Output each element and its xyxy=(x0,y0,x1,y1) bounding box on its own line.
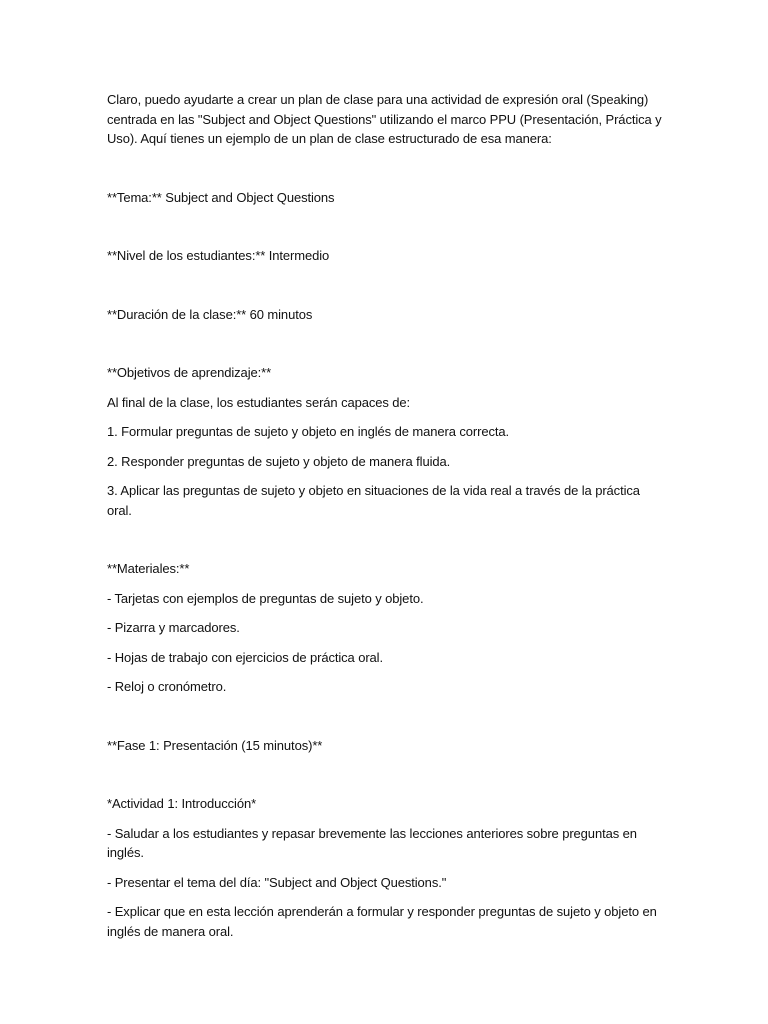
tema-line: **Tema:** Subject and Object Questions xyxy=(107,189,335,205)
material-item: - Reloj o cronómetro. xyxy=(107,679,227,694)
duracion-line: **Duración de la clase:** 60 minutos xyxy=(107,306,313,322)
objetivo-item: 3. Aplicar las preguntas de sujeto y objeto en situaciones de la vida real a través de la práctica oral. xyxy=(107,483,640,518)
intro-paragraph: Claro, puedo ayudarte a crear un plan de clase para una actividad de expresión oral (Speaking) centrada en las "Subject and Object Questions" utilizando el marco PPU (Presentación, Práctica y Uso). Aquí tienes un ejemplo de un plan de clase estructurado de esa manera: xyxy=(107,92,662,146)
fase1-item: - Presentar el tema del día: "Subject and Object Questions." xyxy=(107,874,447,890)
actividad1-heading: *Actividad 1: Introducción* xyxy=(107,796,257,811)
fase1-item: - Saludar a los estudiantes y repasar brevemente las lecciones anteriores sobre preguntas en inglés. xyxy=(107,825,637,860)
materiales-heading: **Materiales:** xyxy=(107,561,190,576)
material-item: - Hojas de trabajo con ejercicios de práctica oral. xyxy=(107,649,383,665)
objetivo-item: 2. Responder preguntas de sujeto y objeto de manera fluida. xyxy=(107,453,451,469)
objetivos-heading: **Objetivos de aprendizaje:** xyxy=(107,365,272,380)
fase1-heading: **Fase 1: Presentación (15 minutos)** xyxy=(107,737,323,753)
material-item: - Tarjetas con ejemplos de preguntas de sujeto y objeto. xyxy=(107,590,424,606)
document-body xyxy=(107,90,667,941)
nivel-line: **Nivel de los estudiantes:** Intermedio xyxy=(107,248,330,263)
objetivo-item: 1. Formular preguntas de sujeto y objeto en inglés de manera correcta. xyxy=(107,424,510,439)
objetivos-lead: Al final de la clase, los estudiantes serán capaces de: xyxy=(107,394,411,410)
fase1-item: - Explicar que en esta lección aprenderán a formular y responder preguntas de sujeto y objeto en inglés de manera oral. xyxy=(107,904,657,939)
material-item: - Pizarra y marcadores. xyxy=(107,620,240,635)
